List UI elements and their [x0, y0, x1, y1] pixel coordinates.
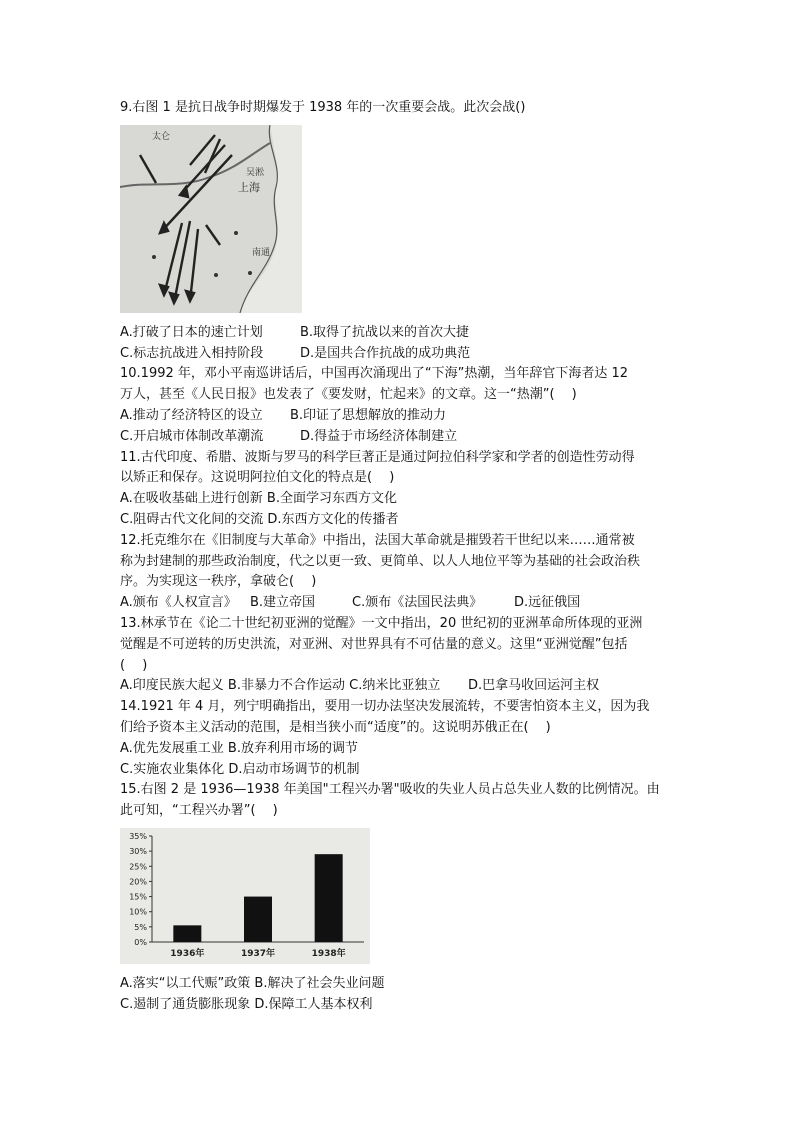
map-label: 吴淞 [246, 167, 265, 178]
q12-stem-line3: 序。为实现这一秩序，拿破仑( ) [120, 574, 317, 590]
x-tick-label: 1938年 [311, 948, 346, 959]
unemployment-bar-chart [120, 828, 370, 964]
q13-stem-line3: ( ) [120, 657, 148, 673]
bar-1938年 [315, 854, 343, 942]
q13-stem-line2: 觉醒是不可逆转的历史洪流，对亚洲、对世界具有不可估量的意义。这里“亚洲觉醒”包括 [120, 636, 628, 652]
q15-stem-line1: 15.右图 2 是 1936—1938 年美国"工程兴办署"吸收的失业人员占总失业人数的比例情况。由 [120, 782, 660, 798]
map-label: 南通 [252, 247, 271, 258]
q11-options-ab[interactable]: A.在吸收基础上进行创新 B.全面学习东西方文化 [120, 491, 397, 507]
q11-stem-line1: 11.古代印度、希腊、波斯与罗马的科学巨著正是通过阿拉伯科学家和学者的创造性劳动得 [120, 449, 635, 465]
x-tick-label: 1936年 [170, 948, 205, 959]
q12-option-b[interactable]: B.建立帝国 [250, 595, 316, 611]
battle-map [120, 125, 302, 313]
y-tick-label: 30% [129, 847, 147, 857]
q10-option-b[interactable]: B.印证了思想解放的推动力 [290, 407, 447, 423]
q12-options-row [120, 593, 680, 614]
q14-options-cd[interactable]: C.实施农业集体化 D.启动市场调节的机制 [120, 761, 360, 777]
q10-options-row2 [120, 427, 680, 448]
y-tick-label: 15% [129, 892, 147, 902]
q12-option-d[interactable]: D.远征俄国 [514, 595, 581, 611]
q10-stem-line1: 10.1992 年，邓小平南巡讲话后，中国再次涌现出了“下海”热潮，当年辞官下海者达 12 [120, 366, 629, 382]
q13-options-abc[interactable]: A.印度民族大起义 B.非暴力不合作运动 C.纳米比亚独立 [120, 678, 441, 694]
q12-option-c[interactable]: C.颁布《法国民法典》 [352, 595, 483, 611]
q13-option-d[interactable]: D.巴拿马收回运河主权 [468, 678, 600, 694]
q15-options-cd[interactable]: C.遏制了通货膨胀现象 D.保障工人基本权利 [120, 996, 373, 1012]
x-tick-label: 1937年 [240, 948, 276, 959]
question-list [120, 98, 680, 1016]
q15-stem-line2: 此可知，“工程兴办署”( ) [120, 803, 278, 819]
unemployment-bar-chart-figure [120, 828, 370, 964]
bar-1936年 [173, 925, 201, 942]
q14-stem-line2: 们给予资本主义活动的范围，是相当狭小而“适度”的。这说明苏俄正在( ) [120, 719, 551, 735]
q13-stem-line1: 13.林承节在《论二十世纪初亚洲的觉醒》一文中指出，20 世纪初的亚洲革命所体现的亚洲 [120, 615, 643, 631]
y-tick-label: 0% [134, 937, 147, 947]
q13-options-row [120, 676, 680, 697]
map-label: 太仑 [152, 131, 171, 142]
q11-stem-line2: 以矫正和保存。这说明阿拉伯文化的特点是( ) [120, 470, 395, 486]
q14-stem-line1: 14.1921 年 4 月，列宁明确指出，要用一切办法坚决发展流转，不要害怕资本主义，因为我 [120, 699, 650, 715]
q14-options-ab[interactable]: A.优先发展重工业 B.放弃利用市场的调节 [120, 740, 358, 756]
q12-stem-line2: 称为封建制的那些政治制度，代之以更一致、更简单、以人人地位平等为基础的社会政治秩 [120, 553, 641, 569]
q12-option-a[interactable]: A.颁布《人权宣言》 [120, 595, 237, 611]
q9-option-d[interactable]: D.是国共合作抗战的成功典范 [300, 345, 471, 361]
y-tick-label: 10% [129, 907, 147, 917]
q9-options-row2 [120, 344, 680, 365]
q10-option-a[interactable]: A.推动了经济特区的设立 [120, 407, 263, 423]
bar-1937年 [244, 896, 272, 941]
q10-stem-line2: 万人，甚至《人民日报》也发表了《要发财，忙起来》的文章。这一“热潮”( ) [120, 387, 577, 403]
y-tick-label: 20% [129, 877, 147, 887]
q10-options-row1 [120, 406, 680, 427]
q9-option-a[interactable]: A.打破了日本的速亡计划 [120, 324, 263, 340]
q9-options-row1 [120, 323, 680, 344]
q11-options-cd[interactable]: C.阻碍古代文化间的交流 D.东西方文化的传播者 [120, 511, 399, 527]
y-tick-label: 25% [129, 862, 147, 872]
q12-stem-line1: 12.托克维尔在《旧制度与大革命》中指出，法国大革命就是摧毁若干世纪以来……通常被 [120, 532, 635, 548]
q9-option-c[interactable]: C.标志抗战进入相持阶段 [120, 345, 264, 361]
q9-stem: 9.右图 1 是抗日战争时期爆发于 1938 年的一次重要会战。此次会战() [120, 100, 526, 115]
map-label: 上海 [238, 180, 260, 194]
y-tick-label: 35% [129, 831, 147, 841]
q10-option-c[interactable]: C.开启城市体制改革潮流 [120, 428, 264, 444]
q10-option-d[interactable]: D.得益于市场经济体制建立 [300, 428, 458, 444]
q9-option-b[interactable]: B.取得了抗战以来的首次大捷 [300, 324, 470, 340]
battle-map-figure [120, 125, 302, 313]
y-tick-label: 5% [134, 922, 147, 932]
q15-options-ab[interactable]: A.落实“以工代赈”政策 B.解决了社会失业问题 [120, 975, 385, 991]
